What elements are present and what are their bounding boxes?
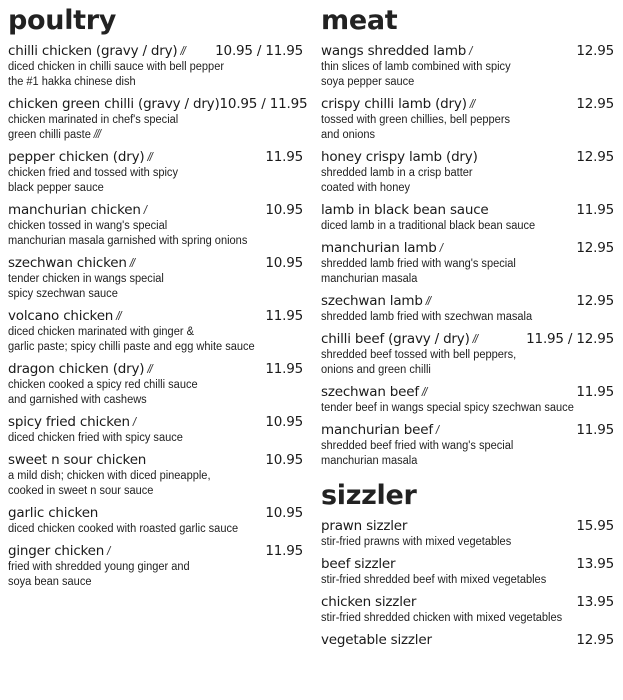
poultry-column [8, 0, 308, 595]
menu-item-price: 12.95 [576, 240, 614, 256]
chilli-icon: // [421, 387, 427, 399]
menu-item-header [8, 148, 303, 166]
menu-item-name: manchurian chicken [8, 202, 141, 218]
menu-item-description [8, 522, 291, 537]
menu-item-name: prawn sizzler [321, 518, 408, 534]
menu-item-description [8, 378, 291, 408]
menu-item-name: szechwan lamb [321, 293, 423, 309]
menu-item-price: 13.95 [576, 594, 614, 610]
menu-item [8, 254, 303, 302]
menu-item-price: 11.95 [265, 308, 303, 324]
menu-item-name-wrap [321, 239, 442, 257]
menu-item-price: 15.95 [576, 518, 614, 534]
menu-item-description [321, 439, 602, 469]
menu-item-description-text: stir-fried shredded chicken with mixed vegetables [321, 612, 563, 624]
menu-item-name-wrap [321, 383, 426, 401]
menu-item-price: 12.95 [576, 149, 614, 165]
chilli-icon: /// [93, 129, 101, 141]
menu-item-name: manchurian beef [321, 422, 433, 438]
menu-item-header [321, 593, 614, 611]
menu-item-header [8, 504, 303, 522]
menu-item-price: 12.95 [576, 293, 614, 309]
chilli-icon: // [116, 311, 121, 323]
menu-item-header [321, 330, 614, 348]
menu-item-name: dragon chicken (dry) [8, 361, 145, 377]
menu-item-price: 10.95 [265, 202, 303, 218]
menu-item-price: 10.95 / 11.95 [215, 43, 303, 59]
menu-item-price: 10.95 [265, 452, 303, 468]
menu-item-price: 12.95 [576, 96, 614, 112]
poultry-item-list [8, 42, 308, 590]
chilli-icon: / [469, 46, 472, 58]
menu-item [321, 383, 614, 416]
menu-item [8, 360, 303, 408]
menu-item-price: 11.95 [265, 149, 303, 165]
menu-item-name-wrap [8, 504, 98, 522]
menu-item-description [8, 431, 291, 446]
menu-item-description [321, 257, 602, 287]
menu-item [321, 292, 614, 325]
chilli-icon: / [439, 243, 442, 255]
menu-item [8, 542, 303, 590]
menu-item-description [321, 611, 602, 626]
menu-item [321, 593, 614, 626]
menu-item-name-wrap [8, 42, 185, 60]
meat-column [321, 0, 614, 654]
menu-item-name: honey crispy lamb (dry) [321, 149, 478, 165]
menu-item-header [8, 542, 303, 560]
menu-item-description [8, 60, 291, 90]
menu-item-name: lamb in black bean sauce [321, 202, 489, 218]
menu-item-name: chicken green chilli (gravy / dry) [8, 96, 220, 112]
menu-item-name: ginger chicken [8, 543, 105, 559]
chilli-icon: / [435, 425, 439, 437]
menu-item [8, 95, 308, 143]
menu-item-description-text: fried with shredded young ginger and soya bean sauce [8, 561, 190, 588]
sizzler-item-list [321, 517, 614, 649]
menu-item-header [8, 451, 303, 469]
menu-item-description [8, 113, 291, 143]
menu-item-header [321, 555, 614, 573]
chilli-icon: // [129, 258, 135, 270]
menu-item-header [321, 42, 614, 60]
menu-item-name: crispy chilli lamb (dry) [321, 96, 467, 112]
menu-item-description [8, 272, 291, 302]
menu-item-description-text: shredded lamb in a crisp batter coated with honey [321, 167, 473, 194]
menu-item-description-text: diced chicken cooked with roasted garlic sauce [8, 523, 239, 535]
menu-item-price: 12.95 [576, 632, 614, 648]
menu-item-description [321, 535, 602, 550]
menu-item-name: manchurian lamb [321, 240, 437, 256]
menu-item [321, 239, 614, 287]
menu-item-description [321, 166, 602, 196]
chilli-icon: // [469, 99, 475, 111]
menu-item-name-wrap [8, 360, 152, 378]
menu-item-price: 11.95 [576, 202, 614, 218]
chilli-icon: / [132, 417, 136, 429]
menu-item-price: 11.95 [265, 361, 303, 377]
chilli-icon: / [143, 205, 146, 217]
menu-item-price: 11.95 [265, 543, 303, 559]
menu-item-name-wrap [321, 148, 478, 166]
menu-item [8, 504, 303, 537]
menu-item-name: szechwan chicken [8, 255, 127, 271]
menu-item-description-text: tender beef in wangs special spicy szechwan sauce [321, 402, 574, 414]
menu-item-header [8, 254, 303, 272]
menu-item [321, 517, 614, 550]
menu-item-description-text: diced lamb in a traditional black bean sauce [321, 220, 536, 232]
menu-item-description-text: thin slices of lamb combined with spicy soya pepper sauce [321, 61, 511, 88]
menu-item-description-text: chicken tossed in wang's special manchurian masala garnished with spring onions [8, 220, 248, 247]
menu-item-header [321, 292, 614, 310]
menu-item-description [321, 113, 602, 143]
menu-item-description [8, 469, 291, 499]
menu-item-name: chicken sizzler [321, 594, 417, 610]
menu-item-header [321, 95, 614, 113]
menu-item-header [321, 421, 614, 439]
menu-item [8, 201, 303, 249]
menu-item-description-text: diced chicken marinated with ginger & garlic paste; spicy chilli paste and egg white sauce [8, 326, 255, 353]
menu-item-header [8, 95, 308, 113]
menu-item-price: 11.95 / 12.95 [526, 331, 614, 347]
menu-item-header [321, 631, 614, 649]
menu-item-header [8, 307, 303, 325]
menu-item-header [321, 239, 614, 257]
menu-item-name-wrap [321, 631, 432, 649]
menu-item [321, 631, 614, 649]
menu-item-header [8, 42, 303, 60]
menu-item-description-text: a mild dish; chicken with diced pineapple, cooked in sweet n sour sauce [8, 470, 211, 497]
sizzler-section-title: sizzler [321, 480, 417, 511]
menu-item-name-wrap [8, 451, 146, 469]
chilli-icon: / [107, 546, 110, 558]
menu-item-name-wrap [8, 413, 135, 431]
menu-item-name-wrap [321, 95, 474, 113]
menu-item-name: beef sizzler [321, 556, 396, 572]
menu-item-name-wrap [321, 42, 471, 60]
menu-item-name: volcano chicken [8, 308, 114, 324]
menu-item-description-text: tender chicken in wangs special spicy szechwan sauce [8, 273, 164, 300]
menu-item-name-wrap [321, 517, 407, 535]
chilli-icon: // [425, 296, 431, 308]
chilli-icon: // [147, 152, 152, 164]
menu-item-description [321, 310, 602, 325]
menu-item-name-wrap [8, 95, 220, 113]
menu-item-description [8, 560, 291, 590]
menu-item-description-text: diced chicken fried with spicy sauce [8, 432, 183, 444]
menu-item-name: chilli beef (gravy / dry) [321, 331, 470, 347]
menu-item-description-text: chicken cooked a spicy red chilli sauce and garnished with cashews [8, 379, 198, 406]
menu-item-description [321, 573, 602, 588]
menu-item [8, 307, 303, 355]
menu-item [8, 451, 303, 499]
menu-item-price: 12.95 [576, 43, 614, 59]
menu-item-description-text: shredded lamb fried with szechwan masala [321, 311, 533, 323]
menu-item [321, 201, 614, 234]
menu-item-description [8, 166, 291, 196]
menu-item-name: wangs shredded lamb [321, 43, 467, 59]
menu-item [8, 42, 303, 90]
menu-item-header [8, 413, 303, 431]
menu-item-price: 13.95 [576, 556, 614, 572]
menu-item-description-text: stir-fried prawns with mixed vegetables [321, 536, 512, 548]
menu-item-name-wrap [8, 148, 152, 166]
menu-item-header [321, 148, 614, 166]
poultry-section-title: poultry [8, 5, 117, 36]
meat-section-title: meat [321, 5, 398, 36]
menu-item-header [8, 201, 303, 219]
menu-item-name-wrap [321, 555, 395, 573]
menu-item [321, 555, 614, 588]
menu-item-description-text: chicken fried and tossed with spicy black pepper sauce [8, 167, 178, 194]
menu-item-description [321, 60, 602, 90]
menu-item-name-wrap [321, 330, 477, 348]
menu-item-name-wrap [8, 542, 109, 560]
menu-item-description [321, 348, 602, 378]
menu-item-description-text: shredded beef tossed with bell peppers, onions and green chilli [321, 349, 517, 376]
menu-item-header [321, 201, 614, 219]
menu-item [8, 148, 303, 196]
menu-item-name: spicy fried chicken [8, 414, 130, 430]
menu-item [321, 95, 614, 143]
menu-item-price: 10.95 [265, 505, 303, 521]
menu-item-name: chilli chicken (gravy / dry) [8, 43, 178, 59]
menu-item-price: 10.95 / 11.95 [219, 96, 308, 112]
menu-item-description-text: diced chicken in chilli sauce with bell pepper the #1 hakka chinese dish [8, 61, 225, 88]
menu-item-header [321, 517, 614, 535]
menu-item [321, 421, 614, 469]
menu-item-name: sweet n sour chicken [8, 452, 147, 468]
menu-item-header [321, 383, 614, 401]
chilli-icon: // [472, 334, 478, 346]
menu-item [321, 42, 614, 90]
menu-item-name: garlic chicken [8, 505, 99, 521]
menu-item [8, 413, 303, 446]
menu-item-description-text: shredded beef fried with wang's special manchurian masala [321, 440, 514, 467]
menu-item-name-wrap [321, 421, 438, 439]
menu-item-description [8, 219, 291, 249]
menu-item-description [321, 401, 602, 416]
menu-item-header [8, 360, 303, 378]
menu-item-name-wrap [321, 292, 430, 310]
menu-item-price: 11.95 [576, 422, 614, 438]
menu-item-name: vegetable sizzler [321, 632, 432, 648]
menu-item-name-wrap [8, 254, 134, 272]
chilli-icon: // [147, 364, 152, 376]
menu-item-price: 10.95 [265, 414, 303, 430]
menu-item-name: szechwan beef [321, 384, 419, 400]
menu-item [321, 330, 614, 378]
menu-item-name-wrap [8, 201, 146, 219]
menu-item-description-text: tossed with green chillies, bell peppers and onions [321, 114, 511, 141]
menu-item-description-text: chicken marinated in chef's special green chilli paste [8, 114, 179, 141]
menu-item-description-text: shredded lamb fried with wang's special manchurian masala [321, 258, 516, 285]
menu-item-description [321, 219, 602, 234]
meat-item-list [321, 42, 614, 469]
menu-item-name-wrap [321, 593, 416, 611]
menu-item-description [8, 325, 291, 355]
menu-item-name-wrap [321, 201, 489, 219]
menu-item-price: 11.95 [576, 384, 614, 400]
menu-item-name: pepper chicken (dry) [8, 149, 145, 165]
chilli-icon: // [180, 46, 185, 58]
menu-item-name-wrap [8, 307, 121, 325]
menu-item-description-text: stir-fried shredded beef with mixed vegetables [321, 574, 547, 586]
menu-item [321, 148, 614, 196]
menu-item-price: 10.95 [265, 255, 303, 271]
